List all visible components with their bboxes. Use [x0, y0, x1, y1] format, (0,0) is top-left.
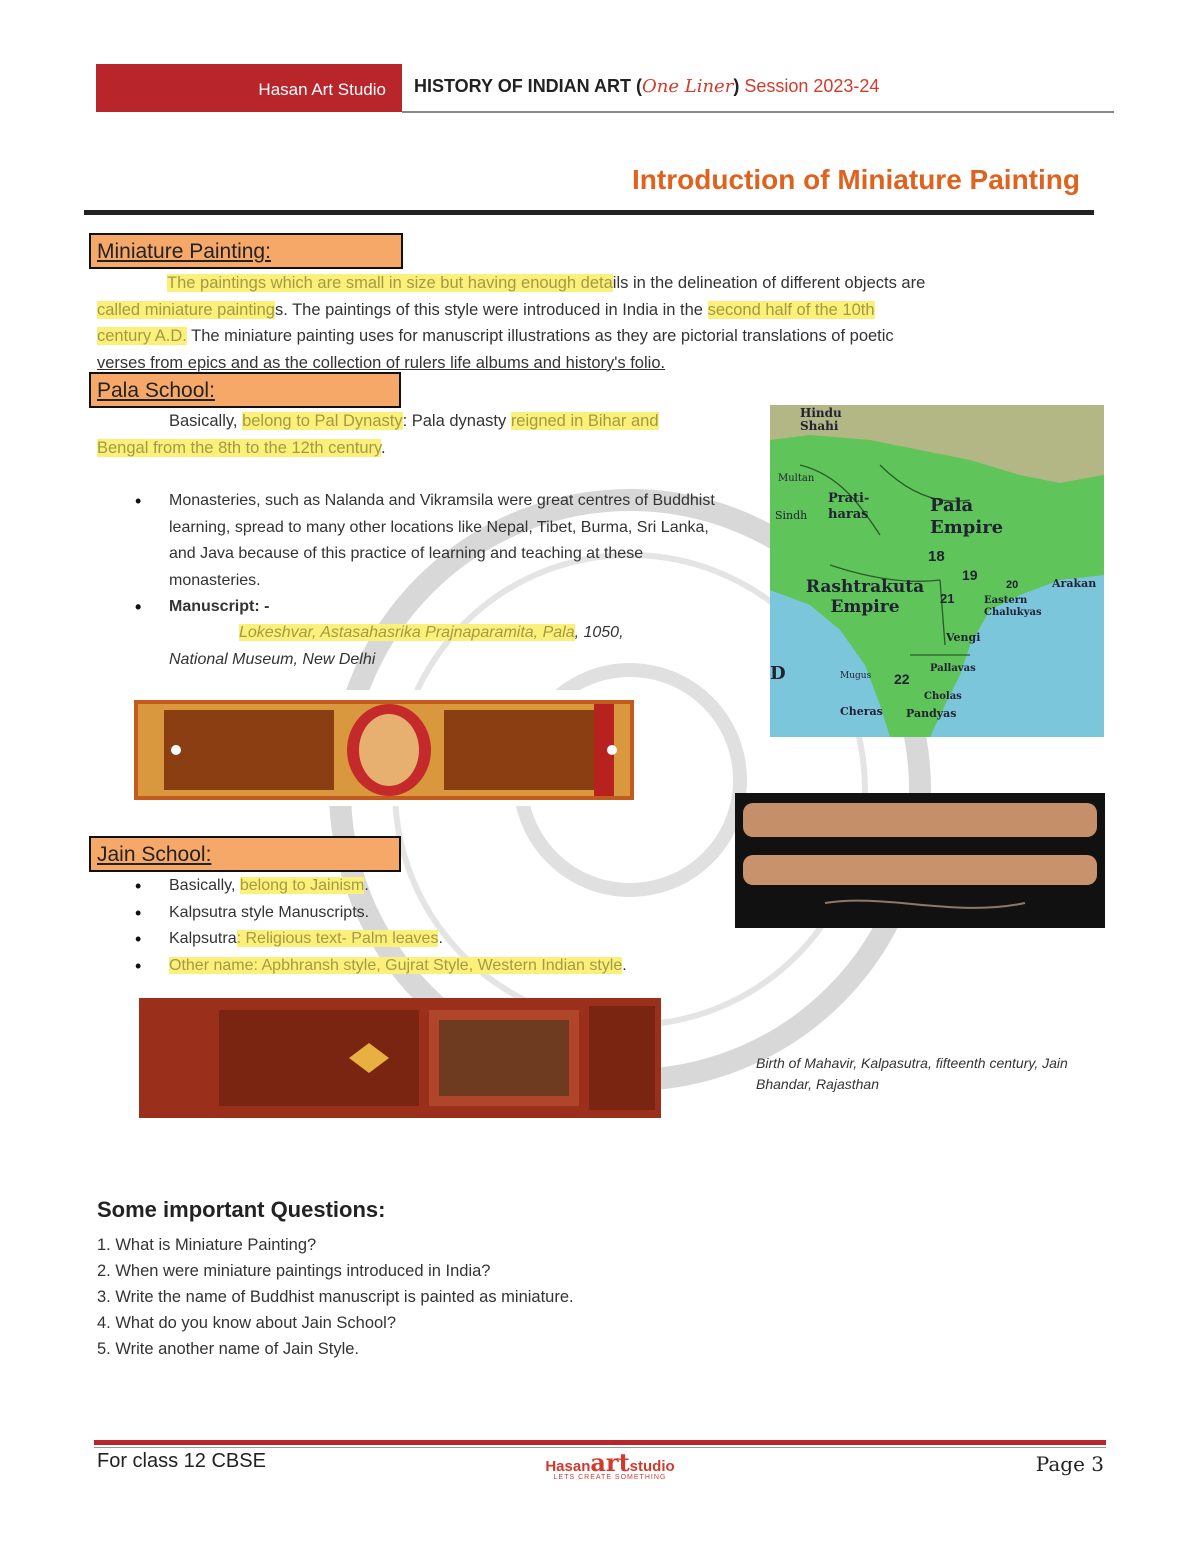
jain-image-caption: Birth of Mahavir, Kalpasutra, fifteenth century, Jain Bhandar, Rajasthan — [756, 1055, 1068, 1092]
miniature-paragraph — [97, 270, 1097, 376]
map-label-pallavas: Pallavas — [930, 663, 976, 674]
miniature-heading: Miniature Painting: — [89, 233, 403, 269]
miniature-line-3 — [97, 323, 1097, 350]
jain-bullet-1-end: . — [364, 877, 369, 894]
map-label-mugus: Mugus — [840, 671, 872, 681]
footer-logo — [530, 1448, 690, 1481]
map-label-pala-empire: Pala Empire — [930, 495, 1004, 538]
header-rule — [402, 111, 1114, 113]
jain-bullet-4-end: . — [622, 956, 627, 974]
map-label-19: 19 — [962, 567, 978, 583]
map-label-20: 20 — [1006, 579, 1019, 591]
pala-intro-line-1 — [97, 408, 757, 435]
header-title-main: HISTORY OF INDIAN ART ( — [414, 76, 643, 96]
map-label-pandyas: Pandyas — [906, 707, 957, 720]
miniature-line-2 — [97, 297, 1097, 324]
jain-bullet-1-text: Basically, — [169, 877, 240, 894]
title-rule — [84, 210, 1094, 215]
jain-bullet-4-highlight: Other name: Apbhransh style, Gujrat Style, Western Indian style — [169, 956, 623, 974]
pala-empire-map — [770, 405, 1104, 737]
manuscript-highlight: Lokeshvar, Astasahasrika Prajnaparamita, Pala — [239, 624, 575, 641]
header-studio-name: Hasan Art Studio — [258, 80, 386, 99]
footer-logo-hasan: Hasan — [545, 1458, 591, 1475]
pala-intro — [97, 408, 757, 461]
jain-bullet-3 — [135, 926, 755, 953]
manuscript-line-1 — [169, 620, 729, 647]
jain-bullet-3-end: . — [438, 930, 443, 947]
footer-logo-tagline: LETS CREATE SOMETHING — [553, 1474, 667, 1481]
manuscript-caption — [169, 620, 729, 673]
pala-intro-text-c: . — [381, 438, 386, 457]
pala-intro-text-a: Basically, — [169, 412, 243, 430]
miniature-highlight-1: The paintings which are small in size but having enough deta — [167, 274, 613, 292]
map-label-22: 22 — [894, 671, 910, 687]
map-label-cholas: Cholas — [924, 691, 962, 702]
footer-class-label: For class 12 CBSE — [97, 1450, 266, 1472]
jain-manuscript-image — [139, 998, 661, 1118]
pala-manuscript-image — [134, 690, 634, 806]
miniature-line-4: verses from epics and as the collection of rulers life albums and history's folio. — [97, 353, 666, 372]
miniature-line-1 — [97, 270, 1097, 297]
map-label-18: 18 — [928, 548, 945, 565]
question-item: 4. What do you know about Jain School? — [97, 1314, 397, 1332]
map-graphic — [770, 405, 1104, 737]
pala-intro-text-b: : Pala dynasty — [402, 412, 511, 430]
map-label-sindh: Sindh — [775, 509, 808, 522]
jain-bullet-2: • Kalpsutra style Manuscripts. — [135, 900, 755, 927]
question-item: 1. What is Miniature Painting? — [97, 1236, 317, 1254]
jain-bullet-4 — [135, 953, 755, 980]
map-label-multan: Multan — [778, 473, 815, 484]
question-item: 3. Write the name of Buddhist manuscript is painted as miniature. — [97, 1288, 574, 1306]
palm-leaf-graphic — [134, 690, 634, 806]
palm-leaf-bundle-image — [735, 793, 1105, 928]
header-session: Session 2023-24 — [739, 76, 880, 96]
map-label-rashtrakuta: Rashtrakuta Empire — [805, 577, 925, 617]
header-title-close: ) — [733, 76, 740, 96]
miniature-highlight-3: second half of the 10th — [707, 300, 875, 319]
miniature-text-2: s. The paintings of this style were introduced in India in the — [274, 300, 708, 319]
questions-list — [97, 1232, 574, 1362]
question-item: 5. Write another name of Jain Style. — [97, 1340, 359, 1358]
map-label-hindu-shahi: Hindu Shahi — [800, 406, 842, 433]
map-label-edge: D — [770, 663, 786, 684]
footer-logo-studio: studio — [629, 1458, 675, 1475]
pala-intro-highlight-1: belong to Pal Dynasty — [242, 412, 403, 430]
pala-bullet-list — [135, 488, 735, 621]
jain-heading: Jain School: — [89, 836, 401, 872]
pala-bullet-2: • Manuscript: - — [135, 594, 735, 621]
page-title: Introduction of Miniature Painting — [632, 164, 1080, 195]
footer-rule — [94, 1440, 1106, 1445]
map-label-vengi: Vengi — [946, 631, 981, 644]
map-label-21: 21 — [940, 591, 955, 606]
miniature-highlight-2: called miniature painting — [97, 300, 275, 319]
jain-bullet-3-highlight: : Religious text- Palm leaves — [236, 930, 439, 947]
header-title — [414, 76, 879, 97]
jain-bullet-list — [135, 873, 755, 979]
header-title-oneliner: One Liner — [642, 76, 734, 97]
questions-title: Some important Questions: — [97, 1197, 386, 1222]
miniature-text-1: ils in the delineation of different objects are — [612, 274, 926, 292]
question-item: 2. When were miniature paintings introduced in India? — [97, 1262, 491, 1280]
map-label-cheras: Cheras — [840, 705, 883, 718]
jain-bullet-1 — [135, 873, 755, 900]
jain-bullet-3-text: Kalpsutra — [169, 930, 237, 947]
kalpasutra-graphic — [139, 998, 661, 1118]
map-label-pratiharas: Prati- haras — [828, 491, 870, 522]
page-number: Page 3 — [1035, 1452, 1104, 1476]
manuscript-location: National Museum, New Delhi — [169, 650, 376, 668]
map-label-eastern-chalukyas: Eastern Chalukyas — [984, 595, 1042, 618]
pala-heading: Pala School: — [89, 372, 401, 408]
miniature-highlight-4: century A.D. — [97, 327, 187, 345]
jain-bullet-1-highlight: belong to Jainism — [239, 877, 365, 894]
pala-intro-line-2 — [97, 435, 757, 462]
map-label-arakan: Arakan — [1052, 577, 1097, 590]
miniature-text-3: The miniature painting uses for manuscript illustrations as they are pictorial translations of poetic — [186, 327, 894, 345]
pala-intro-highlight-2: reigned in Bihar and — [510, 412, 659, 430]
palm-bundle-graphic — [735, 793, 1105, 928]
footer-logo-art: art — [590, 1448, 630, 1477]
pala-intro-highlight-3: Bengal from the 8th to the 12th century — [97, 438, 382, 457]
pala-bullet-1: • Monasteries, such as Nalanda and Vikramsila were great centres of Buddhist learning, spread to many other locations like Nepal, Tibet, Burma, Sri Lanka, and Java because of this practice of learning and teaching at these monasteries. — [135, 488, 735, 594]
manuscript-year: , 1050, — [574, 624, 624, 641]
